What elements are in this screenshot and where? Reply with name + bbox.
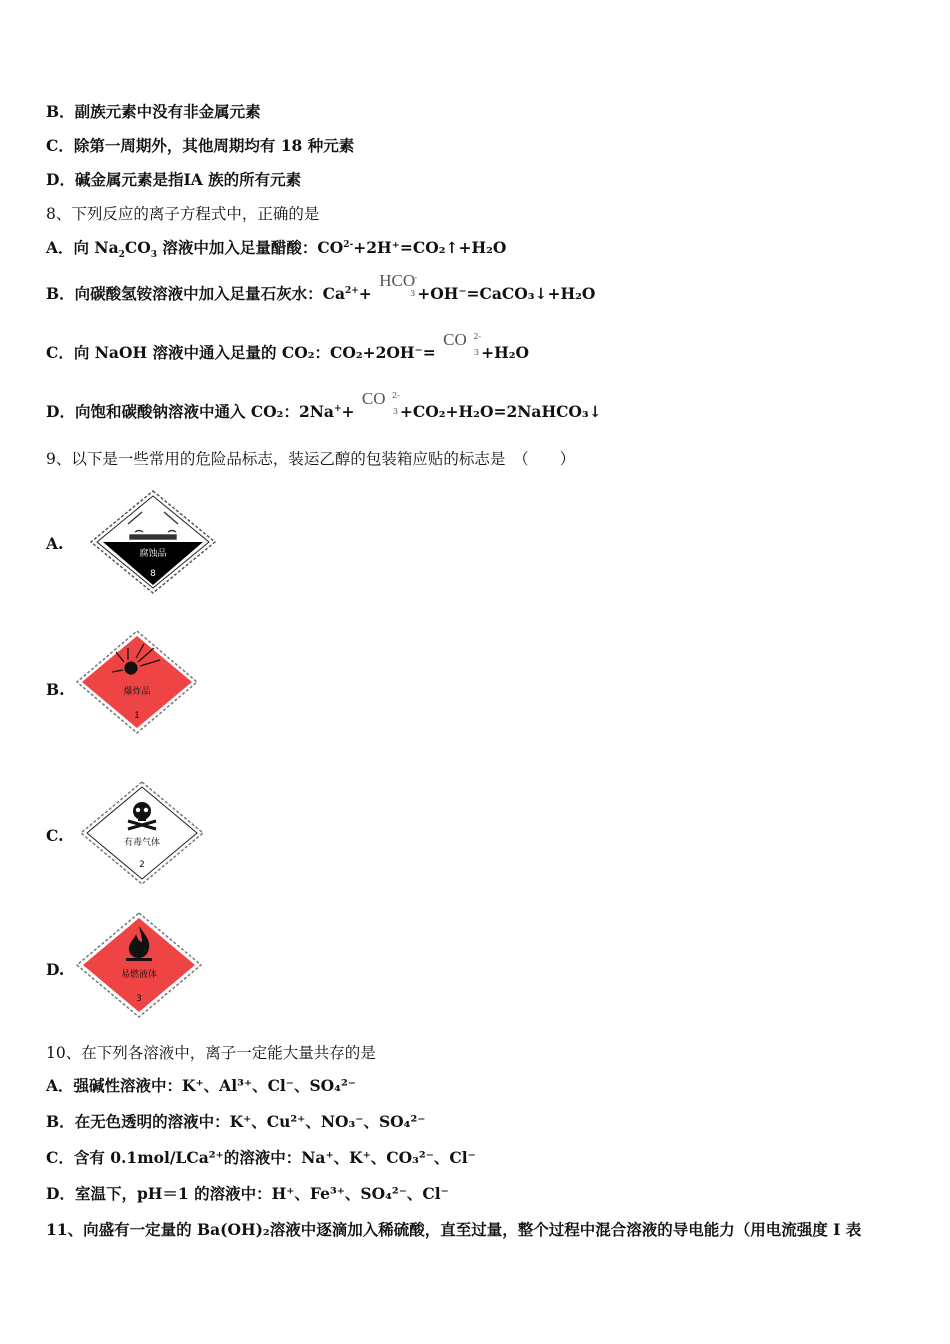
q8-option-a xyxy=(46,238,507,261)
q8b-prefix: B．向碳酸氢铵溶液中加入足量石灰水：Ca xyxy=(46,284,345,303)
q8c-prefix: C．向 NaOH 溶液中通入足量的 CO₂：CO₂+2OH⁻= xyxy=(46,343,436,362)
q8d-tail: +CO₂+H₂O=2NaHCO₃↓ xyxy=(399,402,602,421)
q8-stem: 8、下列反应的离子方程式中，正确的是 xyxy=(46,205,320,223)
q7-option-b: B．副族元素中没有非金属元素 xyxy=(46,102,261,121)
flammable-liquid-sign xyxy=(76,912,202,1018)
toxic-gas-sign xyxy=(80,781,204,885)
q9-option-b-label: B. xyxy=(46,680,65,699)
svg-text:2: 2 xyxy=(139,860,145,870)
q11-stem: 11、向盛有一定量的 Ba(OH)₂溶液中逐滴加入稀硫酸，直至过量，整个过程中混合溶液的导电能力（用电流强度 I 表 xyxy=(46,1220,862,1239)
q8a-sub2: 3 xyxy=(150,250,158,261)
q7-option-c: C．除第一周期外，其他周期均有 18 种元素 xyxy=(46,136,355,155)
q8b-tail: +OH⁻=CaCO₃↓+H₂O xyxy=(417,284,596,303)
q8b-ion: HCO - 3 xyxy=(379,271,418,298)
q7-option-d: D．碱金属元素是指ⅠA 族的所有元素 xyxy=(46,170,302,189)
q9-stem: 9、以下是一些常用的危险品标志，装运乙醇的包装箱应贴的标志是 （ ） xyxy=(46,450,576,468)
q8d-plus: + xyxy=(341,402,355,421)
svg-text:易燃液体: 易燃液体 xyxy=(120,970,158,980)
q10-stem: 10、在下列各溶液中，离子一定能大量共存的是 xyxy=(46,1044,376,1062)
q8d-ion: CO 2- 3 xyxy=(361,389,400,416)
q8a-tail: +2H⁺=CO₂↑+H₂O xyxy=(353,238,507,257)
q8a-prefix: A．向 Na xyxy=(46,238,119,257)
svg-text:有毒气体: 有毒气体 xyxy=(123,838,161,848)
q8-option-c xyxy=(46,330,530,364)
q10-option-a: A．强碱性溶液中：K⁺、Al³⁺、Cl⁻、SO₄²⁻ xyxy=(46,1076,356,1095)
svg-text:3: 3 xyxy=(136,994,142,1004)
svg-text:爆炸品: 爆炸品 xyxy=(123,687,151,697)
q8-option-b xyxy=(46,271,596,305)
q8b-sup: 2+ xyxy=(344,285,359,296)
svg-text:腐蚀品: 腐蚀品 xyxy=(139,549,167,559)
q8a-sub1: 2 xyxy=(118,250,125,261)
q10-option-b: B．在无色透明的溶液中：K⁺、Cu²⁺、NO₃⁻、SO₄²⁻ xyxy=(46,1112,426,1131)
explosive-sign xyxy=(76,630,198,734)
q8c-ion: CO 2- 3 xyxy=(443,330,482,357)
q9-option-a-label: A. xyxy=(46,534,64,553)
q9-option-d-label: D. xyxy=(46,960,65,979)
q8c-tail: +H₂O xyxy=(481,343,530,362)
q8-option-d xyxy=(46,389,602,423)
q8a-mid: CO xyxy=(124,238,151,257)
q9-option-c-label: C. xyxy=(46,826,64,845)
q10-option-d: D．室温下，pH＝1 的溶液中：H⁺、Fe³⁺、SO₄²⁻、Cl⁻ xyxy=(46,1184,449,1203)
q8b-plus: + xyxy=(358,284,372,303)
q8d-prefix: D．向饱和碳酸钠溶液中通入 CO₂：2Na xyxy=(46,402,334,421)
svg-text:1: 1 xyxy=(134,711,140,721)
svg-text:8: 8 xyxy=(150,569,156,579)
q8a-rest: 溶液中加入足量醋酸：CO xyxy=(157,238,344,257)
corrosive-sign xyxy=(90,490,216,594)
q8a-sup: 2- xyxy=(343,239,354,250)
q8d-sup: + xyxy=(333,403,342,414)
q10-option-c: C．含有 0.1mol/LCa²⁺的溶液中：Na⁺、K⁺、CO₃²⁻、Cl⁻ xyxy=(46,1148,476,1167)
